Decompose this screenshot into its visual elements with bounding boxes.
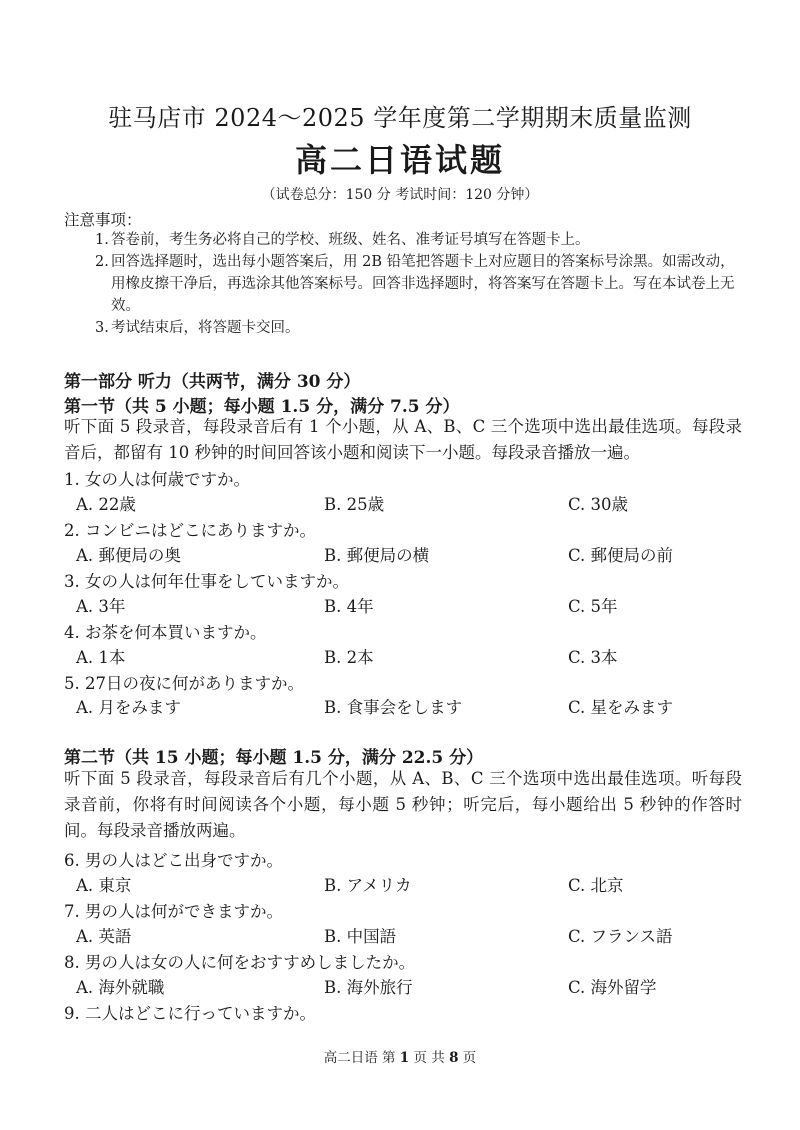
note-number: 3. bbox=[95, 320, 109, 336]
page-footer bbox=[0, 1046, 800, 1066]
option-a: A. 1本 bbox=[76, 648, 126, 667]
option-b: B. 2本 bbox=[324, 648, 374, 667]
question-stem: 9. 二人はどこに行っていますか。 bbox=[64, 1004, 316, 1023]
exam-title-line1: 驻马店市 2024～2025 学年度第二学期期末质量监测 bbox=[108, 104, 692, 132]
question-stem: 8. 男の人は女の人に何をおすすめしましたか。 bbox=[64, 953, 416, 972]
option-c: C. 星をみます bbox=[568, 698, 674, 717]
section1-instructions: 听下面 5 段录音，每段录音后有 1 个小题，从 A、B、C 三个选项中选出最佳选项。每段录音后，都留有 10 秒钟的时间回答该小题和阅读下一小题。每段录音播放一遍。 bbox=[64, 417, 742, 462]
note-number: 1. bbox=[95, 232, 109, 248]
option-c: C. 海外留学 bbox=[568, 978, 657, 997]
footer-prefix: 高二日语 第 bbox=[323, 1050, 396, 1066]
footer-page-number: 1 bbox=[399, 1050, 410, 1066]
question-stem: 3. 女の人は何年仕事をしていますか。 bbox=[64, 572, 349, 591]
note-item bbox=[95, 317, 745, 339]
question-stem: 2. コンビニはどこにありますか。 bbox=[64, 521, 316, 540]
option-c: C. フランス語 bbox=[568, 927, 673, 946]
question-stem: 5. 27日の夜に何がありますか。 bbox=[64, 674, 304, 693]
option-a: A. 22歳 bbox=[76, 495, 136, 514]
exam-title-line2: 高二日语试题 bbox=[294, 141, 505, 179]
option-b: B. アメリカ bbox=[324, 876, 412, 895]
note-item bbox=[95, 251, 745, 317]
option-b: B. 海外旅行 bbox=[324, 978, 413, 997]
note-text: 答卷前，考生务必将自己的学校、班级、姓名、准考证号填写在答题卡上。 bbox=[111, 232, 590, 248]
option-c: C. 30歳 bbox=[568, 495, 629, 514]
option-a: A. 月をみます bbox=[76, 698, 181, 717]
part1-heading: 第一部分 听力（共两节，满分 30 分） bbox=[64, 372, 361, 392]
exam-subtitle: （试卷总分：150 分 考试时间：120 分钟） bbox=[261, 187, 539, 203]
option-a: A. 海外就職 bbox=[76, 978, 165, 997]
note-text: 回答选择题时，选出每小题答案后，用 2B 铅笔把答题卡上对应题目的答案标号涂黑。如需改动，用橡皮擦干净后，再选涂其他答案标号。回答非选择题时，将答案写在答题卡上。写在本试卷上无效。 bbox=[111, 254, 735, 314]
option-b: B. 郵便局の横 bbox=[324, 546, 430, 565]
option-c: C. 郵便局の前 bbox=[568, 546, 674, 565]
option-c: C. 3本 bbox=[568, 648, 618, 667]
notes-list bbox=[95, 229, 745, 339]
section1-heading: 第一节（共 5 小题；每小题 1.5 分，满分 7.5 分） bbox=[64, 397, 460, 417]
option-b: B. 中国語 bbox=[324, 927, 397, 946]
question-stem: 7. 男の人は何ができますか。 bbox=[64, 902, 283, 921]
section2-instructions: 听下面 5 段录音，每段录音后有几个小题，从 A、B、C 三个选项中选出最佳选项。听每段录音前，你将有时间阅读各个小题，每小题 5 秒钟；听完后，每小题给出 5 秒钟的作答时间。每段录音播放两遍。 bbox=[64, 769, 742, 840]
note-number: 2. bbox=[95, 254, 109, 270]
note-item bbox=[95, 229, 745, 251]
option-a: A. 英語 bbox=[76, 927, 132, 946]
option-a: A. 東京 bbox=[76, 876, 132, 895]
option-a: A. 郵便局の奥 bbox=[76, 546, 181, 565]
option-b: B. 25歳 bbox=[324, 495, 385, 514]
option-b: B. 4年 bbox=[324, 597, 374, 616]
notes-heading: 注意事项： bbox=[64, 211, 142, 229]
note-text: 考试结束后，将答题卡交回。 bbox=[111, 320, 300, 336]
option-b: B. 食事会をします bbox=[324, 698, 463, 717]
question-stem: 4. お茶を何本買いますか。 bbox=[64, 623, 267, 642]
section2-heading: 第二节（共 15 小题；每小题 1.5 分，满分 22.5 分） bbox=[64, 748, 484, 768]
question-stem: 1. 女の人は何歳ですか。 bbox=[64, 470, 250, 489]
option-c: C. 北京 bbox=[568, 876, 624, 895]
footer-mid: 页 共 bbox=[413, 1050, 445, 1066]
question-stem: 6. 男の人はどこ出身ですか。 bbox=[64, 851, 283, 870]
footer-suffix: 页 bbox=[462, 1050, 477, 1066]
option-c: C. 5年 bbox=[568, 597, 618, 616]
footer-total-pages: 8 bbox=[449, 1050, 459, 1066]
option-a: A. 3年 bbox=[76, 597, 126, 616]
